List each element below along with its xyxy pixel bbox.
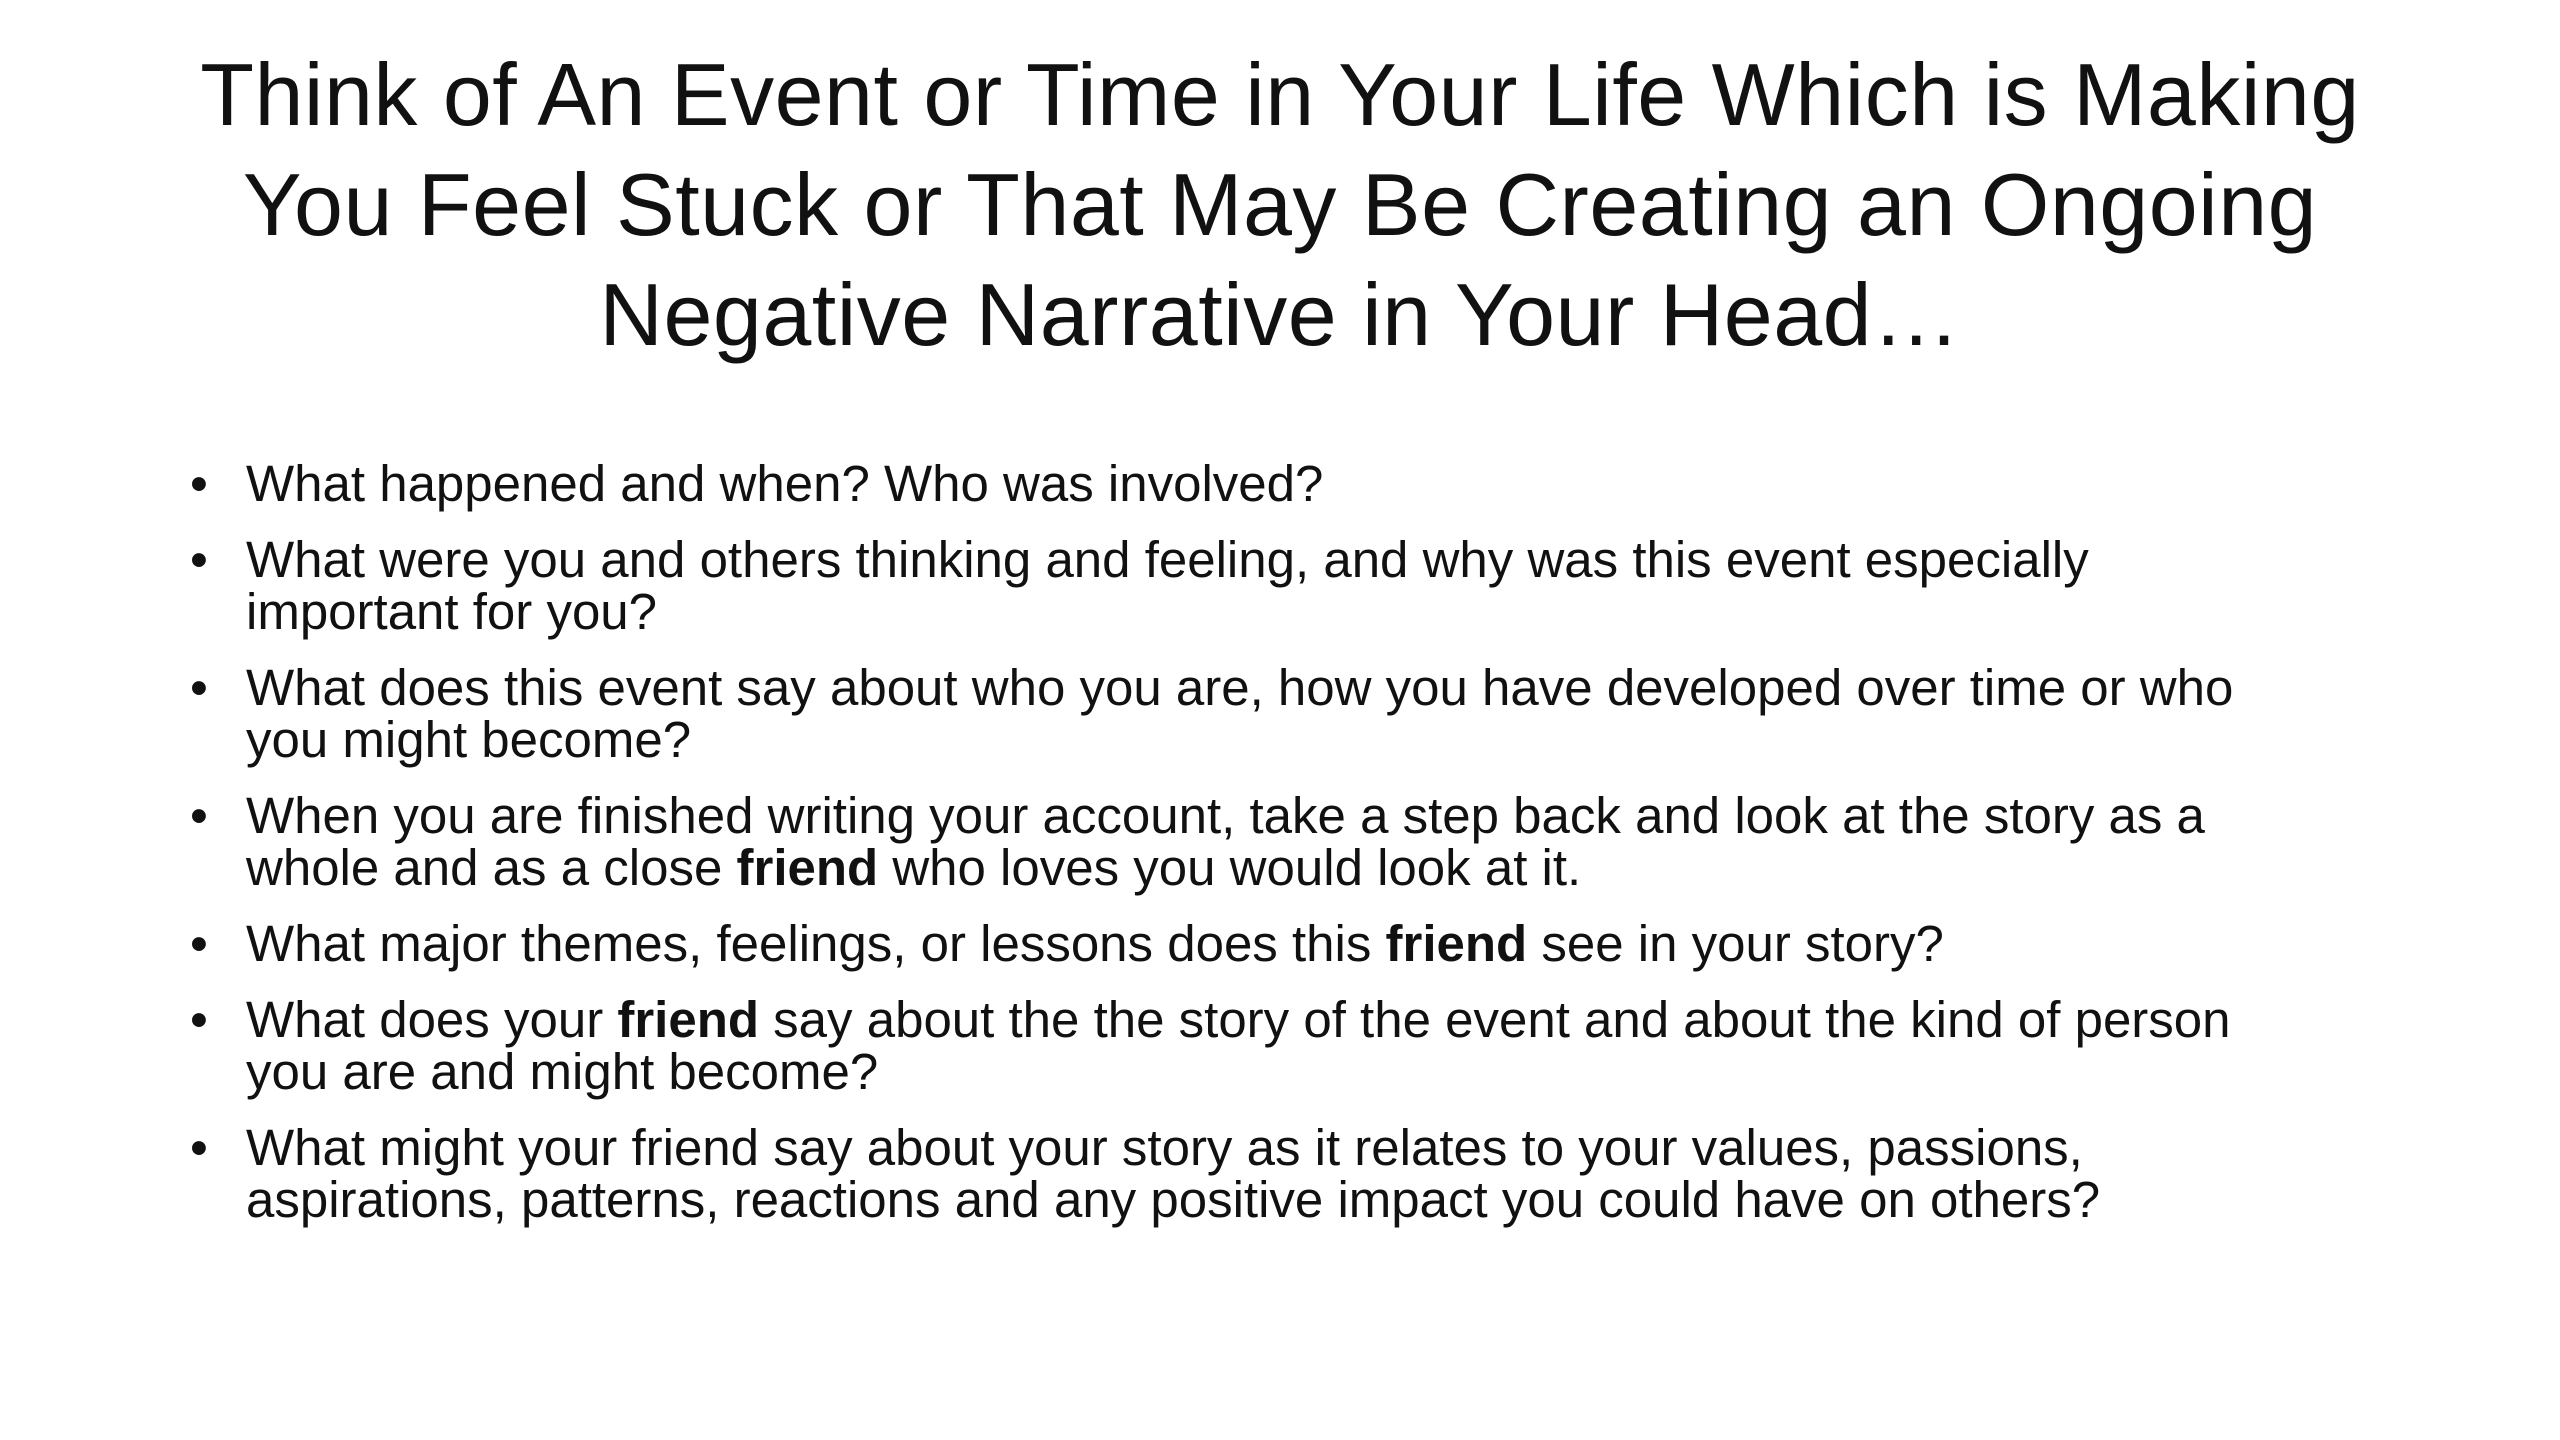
title-line: Think of An Event or Time in Your Life Which is Making — [200, 45, 2360, 144]
bullet-item — [190, 915, 2430, 972]
text-run: whole and as a close — [246, 839, 737, 896]
bullet-line — [246, 839, 2430, 896]
bullet-item — [190, 531, 2430, 640]
bullet-item — [190, 455, 2430, 512]
bullet-line — [246, 991, 2430, 1048]
bullet-line: What might your friend say about your story as it relates to your values, passions, — [246, 1119, 2083, 1176]
bullet-line: When you are finished writing your account, take a step back and look at the story as a — [246, 787, 2205, 844]
bullet-line: you are and might become? — [246, 1043, 879, 1100]
bullet-dot-icon: • — [190, 1119, 208, 1176]
text-run: What major themes, feelings, or lessons does this — [246, 915, 1386, 972]
bullet-dot-icon: • — [190, 659, 208, 716]
bullet-text — [246, 787, 2430, 896]
title-line: You Feel Stuck or That May Be Creating an Ongoing — [242, 155, 2318, 254]
bullet-text — [246, 915, 2430, 972]
bullet-dot-icon: • — [190, 991, 208, 1048]
bullet-item — [190, 1119, 2430, 1228]
bullet-line: aspirations, patterns, reactions and any positive impact you could have on others? — [246, 1171, 2101, 1228]
bullet-line: you might become? — [246, 711, 692, 768]
bullet-line: What happened and when? Who was involved? — [246, 455, 1324, 512]
bullet-line: What were you and others thinking and feeling, and why was this event especially — [246, 531, 2089, 588]
bullet-item — [190, 991, 2430, 1100]
bullet-text — [246, 659, 2430, 768]
bullet-text — [246, 1119, 2430, 1228]
bullet-line: What does this event say about who you are, how you have developed over time or who — [246, 659, 2234, 716]
bullet-text — [246, 531, 2430, 640]
bullet-line — [246, 915, 2430, 972]
bullet-text — [246, 455, 2430, 512]
emphasis-friend: friend — [1385, 915, 1528, 972]
text-run: say about the the story of the event and about the kind of person — [759, 991, 2231, 1048]
bullet-dot-icon: • — [190, 531, 208, 588]
emphasis-friend: friend — [617, 991, 760, 1048]
bullet-text — [246, 991, 2430, 1100]
bullet-list — [190, 455, 2430, 1250]
bullet-line: important for you? — [246, 583, 658, 640]
text-run: see in your story? — [1527, 915, 1944, 972]
title-line: Negative Narrative in Your Head… — [599, 265, 1961, 364]
bullet-dot-icon: • — [190, 455, 208, 512]
bullet-item — [190, 659, 2430, 768]
emphasis-friend: friend — [736, 839, 879, 896]
slide-title — [160, 40, 2400, 370]
text-run: What does your — [246, 991, 618, 1048]
bullet-item — [190, 787, 2430, 896]
bullet-dot-icon: • — [190, 915, 208, 972]
bullet-dot-icon: • — [190, 787, 208, 844]
text-run: who loves you would look at it. — [878, 839, 1582, 896]
